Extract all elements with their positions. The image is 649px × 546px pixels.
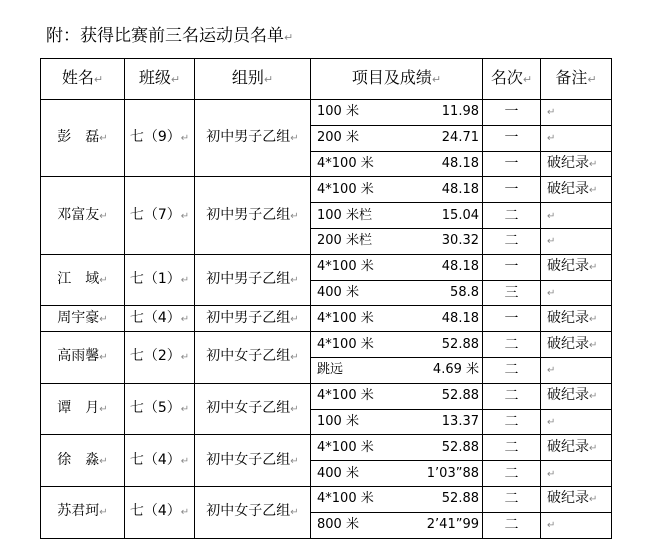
athlete-name-cell bbox=[41, 100, 125, 177]
paragraph-mark-icon: ↵ bbox=[99, 352, 108, 364]
rank-value: 一 bbox=[504, 130, 519, 147]
athlete-group-cell bbox=[195, 383, 311, 435]
rank-value: 二 bbox=[504, 517, 519, 534]
paragraph-mark-icon: ↵ bbox=[180, 507, 190, 519]
paragraph-mark-icon: ↵ bbox=[99, 133, 108, 145]
paragraph-mark-icon: ↵ bbox=[284, 31, 294, 44]
paragraph-mark-icon: ↵ bbox=[290, 275, 299, 287]
rank-value: 一 bbox=[504, 181, 519, 198]
paragraph-mark-icon: ↵ bbox=[99, 404, 108, 416]
athlete-group-text: 初中女子乙组 bbox=[206, 451, 291, 468]
athlete-group-text: 初中男子乙组 bbox=[206, 309, 291, 326]
paragraph-mark-icon: ↵ bbox=[589, 184, 598, 196]
paragraph-mark-icon: ↵ bbox=[589, 442, 598, 454]
note-value: 破纪录 bbox=[547, 180, 589, 197]
rank-value: 二 bbox=[504, 362, 519, 379]
event-result: 48.18 bbox=[441, 181, 479, 197]
paragraph-mark-icon: ↵ bbox=[589, 494, 598, 506]
paragraph-mark-icon: ↵ bbox=[290, 507, 299, 519]
rank-cell bbox=[483, 357, 541, 383]
rank-cell bbox=[483, 100, 541, 126]
athlete-class-cell bbox=[125, 332, 195, 384]
event-result-cell bbox=[311, 332, 483, 358]
rank-cell bbox=[483, 512, 541, 538]
athlete-group-cell bbox=[195, 306, 311, 332]
paragraph-mark-icon: ↵ bbox=[547, 210, 556, 222]
event-result-cell bbox=[311, 203, 483, 229]
paragraph-mark-icon: ↵ bbox=[180, 133, 190, 145]
note-value: 破纪录 bbox=[547, 335, 589, 352]
event-result-cell bbox=[311, 357, 483, 383]
paragraph-mark-icon: ↵ bbox=[180, 275, 190, 287]
rank-value: 二 bbox=[504, 336, 519, 353]
paragraph-mark-icon: ↵ bbox=[99, 455, 108, 467]
table-row bbox=[41, 306, 612, 332]
athlete-name-cell bbox=[41, 486, 125, 538]
athlete-class-text: 七（4） bbox=[129, 503, 181, 520]
event-result-cell bbox=[311, 228, 483, 254]
paragraph-mark-icon: ↵ bbox=[290, 313, 299, 325]
rank-cell bbox=[483, 383, 541, 409]
rank-cell bbox=[483, 228, 541, 254]
event-result: 48.18 bbox=[441, 155, 479, 171]
athlete-name-text: 高雨馨 bbox=[57, 348, 100, 365]
event-result: 1’03”88 bbox=[426, 465, 479, 481]
athlete-name-text: 谭 月 bbox=[57, 400, 100, 417]
event-result: 52.88 bbox=[441, 388, 479, 404]
note-cell bbox=[541, 306, 612, 332]
paragraph-mark-icon: ↵ bbox=[180, 313, 190, 325]
athlete-class-text: 七（1） bbox=[129, 271, 181, 288]
header-group: 组别↵ bbox=[195, 59, 311, 100]
athlete-class-text: 七（4） bbox=[129, 451, 181, 468]
athlete-name-cell bbox=[41, 177, 125, 254]
paragraph-mark-icon: ↵ bbox=[589, 313, 598, 325]
athlete-class-cell bbox=[125, 486, 195, 538]
event-result: 15.04 bbox=[441, 207, 479, 223]
header-event-result: 项目及成绩↵ bbox=[311, 59, 483, 100]
rank-cell bbox=[483, 435, 541, 461]
event-result: 13.37 bbox=[441, 413, 479, 429]
rank-value: 二 bbox=[504, 388, 519, 405]
paragraph-mark-icon: ↵ bbox=[547, 365, 556, 377]
table-body bbox=[41, 100, 612, 539]
event-result-cell bbox=[311, 151, 483, 177]
note-cell bbox=[541, 177, 612, 203]
header-rank: 名次↵ bbox=[483, 59, 541, 100]
rank-value: 三 bbox=[504, 284, 519, 301]
rank-value: 一 bbox=[504, 155, 519, 172]
athlete-class-text: 七（9） bbox=[129, 129, 181, 146]
athlete-table bbox=[40, 58, 612, 539]
event-name: 200 米栏 bbox=[317, 233, 372, 249]
event-name: 100 米栏 bbox=[317, 207, 372, 223]
paragraph-mark-icon: ↵ bbox=[547, 520, 556, 532]
athlete-class-cell bbox=[125, 100, 195, 177]
athlete-name-cell bbox=[41, 254, 125, 306]
note-cell bbox=[541, 409, 612, 435]
rank-value: 一 bbox=[504, 310, 519, 327]
paragraph-mark-icon: ↵ bbox=[290, 455, 299, 467]
document-title-text: 附：获得比赛前三名运动员名单 bbox=[46, 26, 284, 46]
athlete-class-cell bbox=[125, 383, 195, 435]
event-name: 4*100 米 bbox=[317, 155, 374, 171]
paragraph-mark-icon: ↵ bbox=[290, 210, 299, 222]
note-cell bbox=[541, 512, 612, 538]
paragraph-mark-icon: ↵ bbox=[180, 352, 190, 364]
paragraph-mark-icon: ↵ bbox=[99, 507, 108, 519]
note-value: 破纪录 bbox=[547, 490, 589, 507]
athlete-name-text: 苏君珂 bbox=[57, 503, 100, 520]
rank-value: 二 bbox=[504, 207, 519, 224]
athlete-group-text: 初中男子乙组 bbox=[206, 129, 291, 146]
paragraph-mark-icon: ↵ bbox=[99, 313, 108, 325]
event-result-cell bbox=[311, 486, 483, 512]
note-value: 破纪录 bbox=[547, 387, 589, 404]
athlete-name-cell bbox=[41, 435, 125, 487]
athlete-group-cell bbox=[195, 177, 311, 254]
athlete-group-text: 初中女子乙组 bbox=[206, 503, 291, 520]
rank-cell bbox=[483, 280, 541, 306]
rank-value: 一 bbox=[504, 104, 519, 121]
rank-cell bbox=[483, 203, 541, 229]
rank-cell bbox=[483, 125, 541, 151]
athlete-group-cell bbox=[195, 332, 311, 384]
table-row bbox=[41, 177, 612, 203]
athlete-name-cell bbox=[41, 383, 125, 435]
event-name: 800 米 bbox=[317, 517, 359, 533]
athlete-name-text: 邓富友 bbox=[57, 206, 100, 223]
event-result: 4.69 米 bbox=[432, 362, 479, 378]
event-result: 11.98 bbox=[441, 104, 479, 120]
event-result-cell bbox=[311, 177, 483, 203]
note-value: 破纪录 bbox=[547, 309, 589, 326]
paragraph-mark-icon: ↵ bbox=[180, 210, 190, 222]
note-cell bbox=[541, 203, 612, 229]
athlete-name-cell bbox=[41, 332, 125, 384]
paragraph-mark-icon: ↵ bbox=[180, 455, 190, 467]
athlete-group-cell bbox=[195, 486, 311, 538]
table-row bbox=[41, 383, 612, 409]
note-cell bbox=[541, 100, 612, 126]
athlete-name-text: 徐 淼 bbox=[57, 451, 100, 468]
paragraph-mark-icon: ↵ bbox=[589, 262, 598, 274]
note-value: 破纪录 bbox=[547, 438, 589, 455]
athlete-class-text: 七（4） bbox=[129, 309, 181, 326]
note-cell bbox=[541, 332, 612, 358]
event-name: 100 米 bbox=[317, 104, 359, 120]
paragraph-mark-icon: ↵ bbox=[290, 404, 299, 416]
athlete-class-text: 七（7） bbox=[129, 206, 181, 223]
athlete-group-text: 初中男子乙组 bbox=[206, 206, 291, 223]
note-cell bbox=[541, 280, 612, 306]
event-result: 52.88 bbox=[441, 336, 479, 352]
athlete-class-text: 七（5） bbox=[129, 400, 181, 417]
athlete-class-cell bbox=[125, 435, 195, 487]
event-name: 4*100 米 bbox=[317, 181, 374, 197]
table-row bbox=[41, 100, 612, 126]
note-value: 破纪录 bbox=[547, 258, 589, 275]
event-result-cell bbox=[311, 435, 483, 461]
note-cell bbox=[541, 228, 612, 254]
note-cell bbox=[541, 461, 612, 487]
event-name: 4*100 米 bbox=[317, 310, 374, 326]
athlete-group-text: 初中女子乙组 bbox=[206, 400, 291, 417]
paragraph-mark-icon: ↵ bbox=[547, 287, 556, 299]
athlete-class-text: 七（2） bbox=[129, 348, 181, 365]
note-cell bbox=[541, 125, 612, 151]
rank-value: 二 bbox=[504, 233, 519, 250]
event-result: 30.32 bbox=[441, 233, 479, 249]
athlete-class-cell bbox=[125, 306, 195, 332]
rank-cell bbox=[483, 486, 541, 512]
paragraph-mark-icon: ↵ bbox=[290, 352, 299, 364]
athlete-group-cell bbox=[195, 435, 311, 487]
paragraph-mark-icon: ↵ bbox=[547, 416, 556, 428]
paragraph-mark-icon: ↵ bbox=[547, 236, 556, 248]
event-name: 200 米 bbox=[317, 130, 359, 146]
paragraph-mark-icon: ↵ bbox=[290, 133, 299, 145]
event-name: 100 米 bbox=[317, 413, 359, 429]
rank-value: 二 bbox=[504, 465, 519, 482]
rank-cell bbox=[483, 332, 541, 358]
athlete-name-text: 周宇豪 bbox=[57, 309, 100, 326]
athlete-name-text: 江 域 bbox=[57, 271, 100, 288]
event-name: 跳远 bbox=[317, 362, 344, 378]
rank-cell bbox=[483, 461, 541, 487]
event-result-cell bbox=[311, 409, 483, 435]
athlete-name-cell bbox=[41, 306, 125, 332]
note-cell bbox=[541, 383, 612, 409]
event-name: 4*100 米 bbox=[317, 388, 374, 404]
athlete-group-text: 初中男子乙组 bbox=[206, 271, 291, 288]
header-note: 备注↵ bbox=[541, 59, 612, 100]
event-result: 48.18 bbox=[441, 259, 479, 275]
athlete-class-cell bbox=[125, 177, 195, 254]
event-result: 24.71 bbox=[441, 130, 479, 146]
athlete-group-cell bbox=[195, 100, 311, 177]
event-result-cell bbox=[311, 125, 483, 151]
paragraph-mark-icon: ↵ bbox=[99, 210, 108, 222]
event-result-cell bbox=[311, 461, 483, 487]
event-result-cell bbox=[311, 512, 483, 538]
event-name: 4*100 米 bbox=[317, 439, 374, 455]
rank-cell bbox=[483, 151, 541, 177]
note-cell bbox=[541, 254, 612, 280]
athlete-group-cell bbox=[195, 254, 311, 306]
rank-cell bbox=[483, 409, 541, 435]
note-cell bbox=[541, 357, 612, 383]
note-value: 破纪录 bbox=[547, 154, 589, 171]
rank-value: 二 bbox=[504, 413, 519, 430]
paragraph-mark-icon: ↵ bbox=[589, 391, 598, 403]
table-header-row bbox=[41, 59, 612, 100]
event-result-cell bbox=[311, 100, 483, 126]
paragraph-mark-icon: ↵ bbox=[547, 133, 556, 145]
event-result-cell bbox=[311, 254, 483, 280]
event-name: 4*100 米 bbox=[317, 259, 374, 275]
athlete-class-cell bbox=[125, 254, 195, 306]
rank-cell bbox=[483, 306, 541, 332]
document-title bbox=[46, 26, 293, 48]
event-result: 48.18 bbox=[441, 310, 479, 326]
event-result: 58.8 bbox=[450, 284, 479, 300]
event-result-cell bbox=[311, 280, 483, 306]
event-result-cell bbox=[311, 383, 483, 409]
paragraph-mark-icon: ↵ bbox=[547, 107, 556, 119]
event-name: 400 米 bbox=[317, 465, 359, 481]
rank-cell bbox=[483, 177, 541, 203]
event-name: 400 米 bbox=[317, 284, 359, 300]
note-cell bbox=[541, 435, 612, 461]
event-result: 52.88 bbox=[441, 491, 479, 507]
note-cell bbox=[541, 486, 612, 512]
header-class: 班级↵ bbox=[125, 59, 195, 100]
paragraph-mark-icon: ↵ bbox=[589, 158, 598, 170]
event-name: 4*100 米 bbox=[317, 491, 374, 507]
paragraph-mark-icon: ↵ bbox=[547, 468, 556, 480]
note-cell bbox=[541, 151, 612, 177]
event-result: 52.88 bbox=[441, 439, 479, 455]
table-row bbox=[41, 332, 612, 358]
paragraph-mark-icon: ↵ bbox=[99, 275, 108, 287]
event-name: 4*100 米 bbox=[317, 336, 374, 352]
rank-value: 一 bbox=[504, 259, 519, 276]
rank-cell bbox=[483, 254, 541, 280]
header-name: 姓名↵ bbox=[41, 59, 125, 100]
paragraph-mark-icon: ↵ bbox=[180, 404, 190, 416]
table-row bbox=[41, 486, 612, 512]
athlete-group-text: 初中女子乙组 bbox=[206, 348, 291, 365]
table-row bbox=[41, 435, 612, 461]
athlete-name-text: 彭 磊 bbox=[57, 129, 100, 146]
paragraph-mark-icon: ↵ bbox=[589, 339, 598, 351]
event-result-cell bbox=[311, 306, 483, 332]
rank-value: 二 bbox=[504, 439, 519, 456]
rank-value: 二 bbox=[504, 491, 519, 508]
table-row bbox=[41, 254, 612, 280]
event-result: 2’41”99 bbox=[426, 517, 479, 533]
